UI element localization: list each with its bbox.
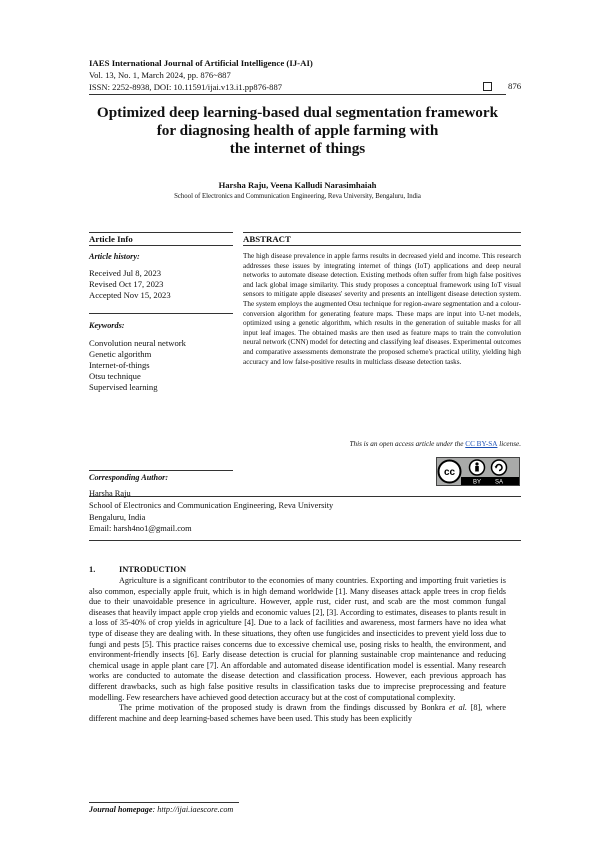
badge-by-label: BY (472, 479, 482, 485)
cc-by-sa-badge (436, 457, 520, 486)
corresponding-email: Email: harsh4no1@gmail.com (89, 524, 192, 533)
paragraph: Agriculture is a significant contributor to the economies of many countries. Exporting and importing fruit varieties is also common, especially apple fruit, which is in high demand worldwide [1]. Many diseases attack apple trees in crop fields due to their unavoidable presence in agriculture. However, apple rust, cider rust, and scab are the most common fungal diseases that heavily impact apple crop yields and economic values [2], [3]. According to estimates, diseases to plants result in a loss of 35-40% of crop yields in agriculture [4]. Due to a lack of facilities and awareness, most farmers have no idea what type of disease they are dealing with. In these situations, they often use fungicides and insecticides to prevent yield loss due to fungi and pests [5]. This practice raises concerns due to excessive chemical use, posing risks to health, the environment, and environment-friendly insects [6]. Early disease detection is crucial for planning sustainable crop maintenance and reducing chemical usage in apple plant care [7]. An affordable and automated disease identification model is essential. Many research works are conducted to automate the disease detection and classification process. However, each previous approach has different drawbacks, such as high false positive results in classification tasks due to imprecise preprocessing and feature modelling. Few researchers have achieved good detection accuracy but at the cost of computational complexity. (89, 576, 506, 702)
divider (89, 540, 521, 541)
journal-homepage (89, 805, 233, 814)
keyword-item: Convolution neural network (89, 338, 186, 348)
divider (89, 496, 521, 497)
title-line: for diagnosing health of apple farming with (156, 122, 439, 139)
title-line: the internet of things (229, 140, 366, 157)
intro-body (89, 576, 506, 724)
abstract-text: The high disease prevalence in apple farms results in decreased yield and income. This research addresses these issues by integrating internet of things (IoT) applications and deep neural networks to automate disease detection. Existing methods often suffer from high false positives and lack global image similarity. This study proposes a conceptual framework using IoT visual sensors to mitigate apple diseases' severity and presents an intelligent disease detection system. The system employs the augmented Otsu technique for region-aware segmentation and a colour-conversion algorithm for generating feature maps. These maps are input into U-net models, optimized using a genetic algorithm, which results in the generation of suitable masks for all input leaf images. The obtained masks are then used as feature maps to train the convolution neural network (CNN) model for detecting and classifying leaf diseases. Experimental outcomes and comparative assessments demonstrate the proposed scheme's practical utility, yielding high accuracy and low false-positive results in multiclass disease detection tasks. (243, 252, 521, 366)
square-icon (483, 82, 492, 91)
paragraph-text: [8], where different machine and deep learning-based schemes have been used. This study has been explicitly (89, 703, 507, 723)
divider (243, 232, 521, 233)
open-access-prefix: This is an open access article under the (349, 440, 466, 448)
keyword-item: Supervised learning (89, 382, 158, 392)
header-divider (89, 94, 506, 95)
article-history-label: Article history: (89, 252, 140, 261)
svg-text:cc: cc (443, 467, 456, 478)
paragraph-etal: et al. (448, 703, 467, 713)
authors: Harsha Raju, Veena Kalludi Narasimhaiah (218, 180, 377, 190)
footer-divider (89, 802, 239, 803)
history-accepted: Accepted Nov 15, 2023 (89, 290, 171, 300)
article-info-heading: Article Info (89, 234, 133, 244)
homepage-url[interactable]: : http://ijai.iaescore.com (152, 805, 234, 814)
corresponding-author-label: Corresponding Author: (89, 473, 169, 482)
section-title: INTRODUCTION (119, 565, 187, 574)
paper-title (60, 104, 535, 158)
corresponding-name: Harsha Raju (89, 489, 131, 498)
abstract-heading: ABSTRACT (243, 234, 291, 244)
license-link[interactable]: CC BY-SA (465, 440, 498, 448)
divider (89, 313, 233, 314)
section-heading (89, 565, 186, 574)
keyword-item: Genetic algorithm (89, 349, 152, 359)
title-line: Optimized deep learning-based dual segmentation framework (96, 104, 499, 121)
homepage-label: Journal homepage (89, 805, 153, 814)
open-access-notice (243, 440, 521, 448)
history-revised: Revised Oct 17, 2023 (89, 279, 164, 289)
keywords-label: Keywords: (89, 321, 125, 330)
open-access-suffix: license. (497, 440, 521, 448)
keyword-item: Internet-of-things (89, 360, 150, 370)
journal-issn-doi: ISSN: 2252-8938, DOI: 10.11591/ijai.v13.i1.pp876-887 (89, 82, 283, 92)
paragraph-text: The prime motivation of the proposed study is drawn from the findings discussed by Bonkra (119, 703, 449, 713)
divider (89, 470, 233, 471)
divider (89, 245, 233, 246)
affiliation: School of Electronics and Communication Engineering, Reva University, Bengaluru, India (174, 193, 421, 200)
section-number: 1. (89, 565, 96, 574)
corresponding-affiliation: School of Electronics and Communication Engineering, Reva University (89, 501, 334, 510)
page-number: 876 (508, 81, 522, 91)
journal-volume: Vol. 13, No. 1, March 2024, pp. 876~887 (89, 70, 231, 80)
journal-name: IAES International Journal of Artificial Intelligence (IJ-AI) (89, 58, 313, 68)
divider (89, 232, 233, 233)
badge-sa-label: SA (494, 479, 504, 485)
keyword-item: Otsu technique (89, 371, 141, 381)
paragraph (89, 703, 506, 724)
corresponding-city: Bengaluru, India (89, 513, 146, 522)
divider (243, 245, 521, 246)
history-received: Received Jul 8, 2023 (89, 268, 162, 278)
